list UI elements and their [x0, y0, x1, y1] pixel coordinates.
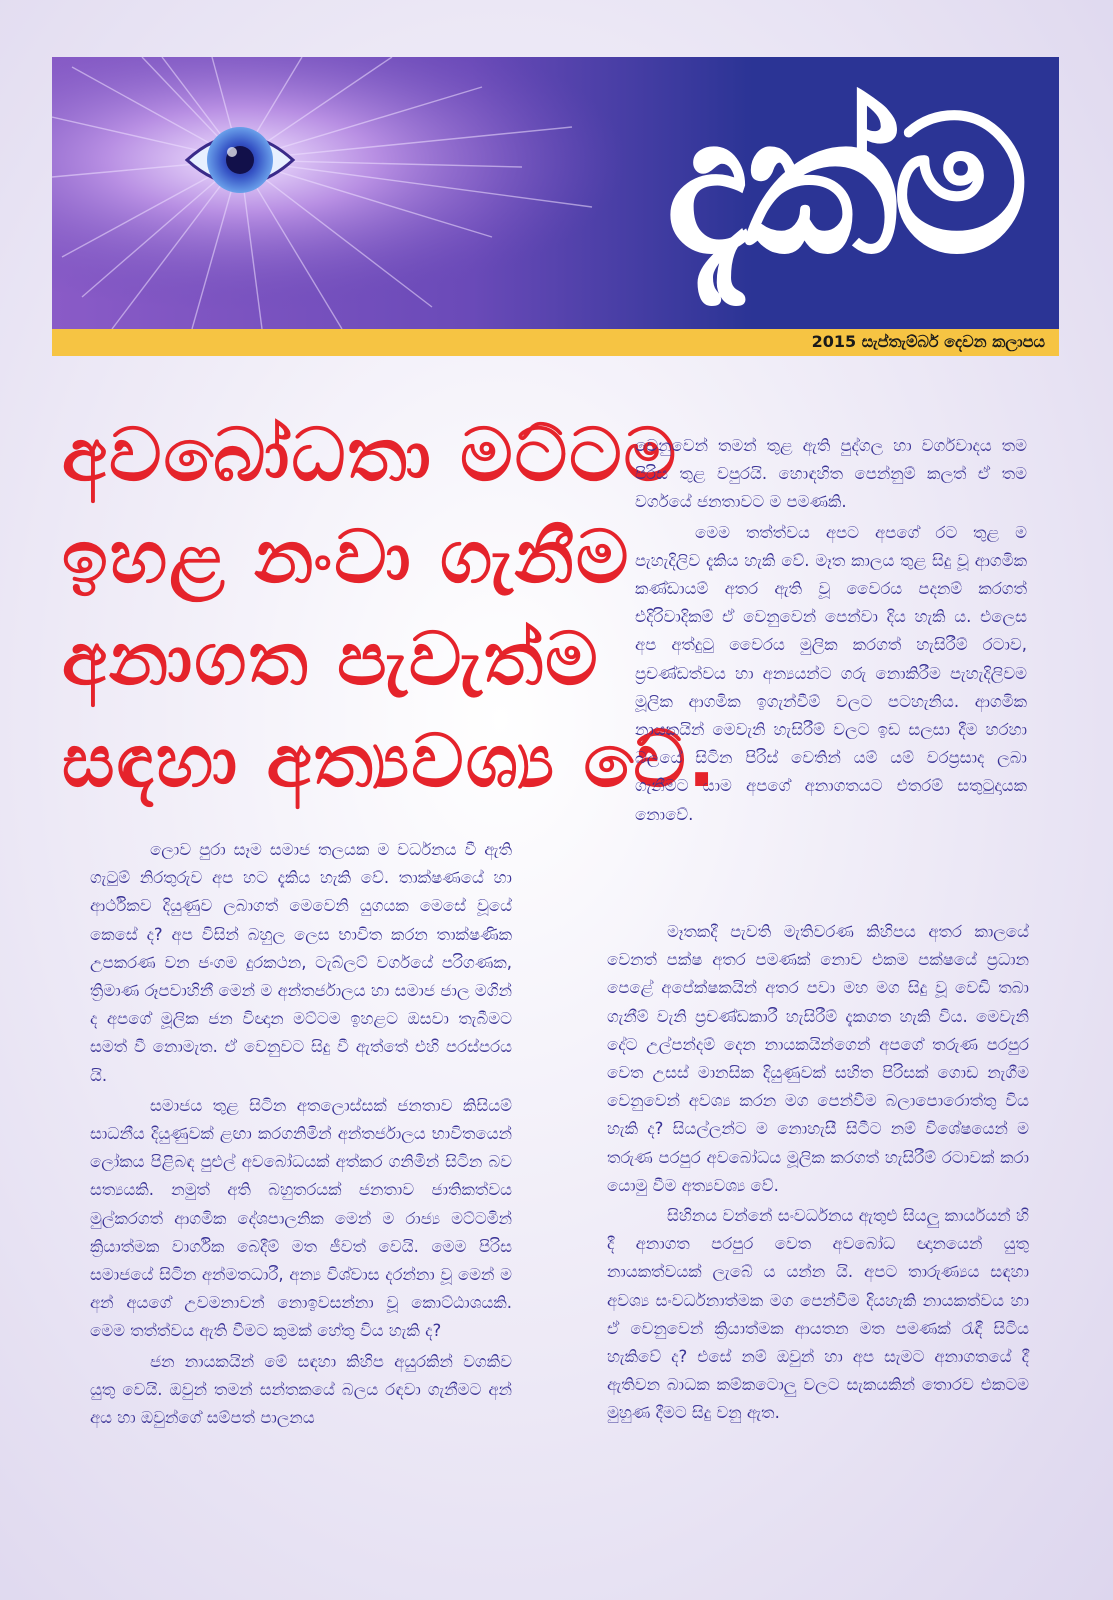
headline-line: සඳහා අත්‍යවශ්‍ය වේ. — [62, 719, 718, 804]
article-paragraph: ලොව පුරා සෑම සමාජ තලයක ම වර්ධනය වී ඇති ගැටුම් නිරතුරුව අප හට දැකිය හැකි වේ. තාක්ෂණයේ හා ආර්ථිකව දියුණුව ලබාගත් මෙවෙනි යුගයක මෙසේ වූයේ කෙසේ ද? අප විසින් බහුල ලෙස භාවිත කරන තාක්ෂණික උපකරණ වන ජංගම දුරකථන, ටැබ්ලට් වර්ගයේ පරිගණක, ත්‍රිමාණ රූපවාහිනී මෙන් ම අන්තර්ජාලය හා සමාජ ජාල මගින් ද අපගේ මූලික ජන විඥාන මට්ටම ඉහළට ඔසවා තැබීමට සමත් වී නොමැත. ඒ වෙනුවට සිදු වී ඇත්තේ එහි පරස්පරය යි. — [90, 840, 512, 1085]
article-paragraph: සමාජය තුළ සිටින අතලොස්සක් ජනතාව කිසියම් සාධනීය දියුණුවක් ළඟා කරගනිමින් අන්තර්ජාලය භාවිතයෙන් ලෝකය පිළිබඳ පුළුල් අවබෝධයක් අත්කර ගනිමින් සිටින බව සත්‍යයකි. නමුත් අති බහුතරයක් ජනතාව ජාතිකත්වය මුල්කරගත් ආගමික දේශපාලනික මෙන් ම රාජ්‍ය මට්ටමින් ක්‍රියාත්මක වාර්ගික බෙදීම් මත ජීවත් වෙයි. මෙම පිරිස සමාජයේ සිටින අන්මතධාරී, අන්‍ය විශ්වාස දරන්නා වූ මෙන් ම අන් අයගේ උවමනාවන් නොඉවසන්නා වූ කොට්ඨාශයකි. මෙම තත්ත්වය ඇති වීමට කුමක් හේතු විය හැකි ද? — [90, 1095, 512, 1341]
article-paragraph: ජන නායකයින් මේ සඳහා කිහිප අයුරකින් වගකිව යුතු වෙයි. ඔවුන් තමන් සන්තකයේ බලය රඳවා ගැනීමට අන් අය හා ඔවුන්ගේ සම්පත් පාලනය — [90, 1351, 512, 1428]
headline-line: අනාගත පැවැත්ම — [62, 617, 600, 702]
article-paragraph: මෙම තත්ත්වය අපට අපගේ රට තුළ ම පැහැදිලිව දැකිය හැකි වේ. මෑත කාලය තුළ සිදු වූ ආගමික කණ්ඩායම් අතර ඇති වූ වෛරය පදනම් කරගත් එදිරිවාදිකම් ඒ වෙනුවෙන් පෙන්වා දිය හැකි ය. එලෙස අප අත්දුටු වෛරය මුලික කරගත් හැසිරීම් රටාව, ප්‍රචණ්ඩත්වය හා අන්‍යයන්ට ගරු නොකිරීම පැහැදිලිවම මූලික ආගමික ඉගැන්වීම් වලට පටහැනිය. ආගමික නායකයින් මෙවැනි හැසිරීම් වලට ඉඩ සලසා දීම හරහා බලයේ සිටින පිරිස් වෙතින් යම් යම් වරප්‍රසාද ලබා ගැනීමට යාම අපගේ අනාගතයට එතරම් සතුටුදායක නොවේ. — [635, 522, 1027, 824]
article-paragraph: වෙනුවෙන් තමන් තුළ ඇති පුද්ගල හා වර්ගවාදය තම පිරිස තුළ වපුරයි. හොඳහිත පෙන්නුම් කලත් ඒ තම වර්ගයේ ජනතාවට ම පමණකි. — [635, 436, 1027, 512]
article-column-right — [607, 918, 1029, 1430]
masthead-title: දැක්ම — [665, 73, 1023, 296]
issue-bar — [52, 329, 1059, 356]
headline — [62, 405, 718, 813]
article-column-top-right — [635, 432, 1027, 831]
article-paragraph: මෑතකදී පැවති මැතිවරණ කිහිපය අතර කාලයේ වෙනත් පක්ෂ අතර පමණක් නොව එකම පක්ෂයේ ප්‍රධාන පෙළේ අපේක්ෂකයින් අතර පවා මහ මග සිදු වූ වෙඩි තබා ගැනීම් වැනි ප්‍රචණ්ඩකාරී හැසිරීම් දැකගත හැකි විය. මෙවැනි දේට උල්පන්දම් දෙන නායකයින්ගෙන් අපගේ තරුණ පරපුර වෙත උසස් මානසික දියුණුවක් සහිත පිරිසක් ගොඩ නැගීම වෙනුවෙන් අවශ්‍ය කරන මග පෙන්වීම බලාපොරොත්තු විය හැකි ද? සියල්ලන්ට ම නොහැසී සිටීට නම් විශේෂයෙන් ම තරුණ පරපුර අවබෝධය මූලික කරගත් හැසිරීම් රටාවක් කරා යොමු වීම අත්‍යවශ්‍ය වේ. — [607, 922, 1029, 1195]
article-column-left — [90, 836, 512, 1434]
masthead-banner — [52, 57, 1059, 329]
issue-label: 2015 සැප්තැම්බර් දෙවන කලාපය — [811, 332, 1045, 351]
headline-line: අවබෝධතා මට්ටම — [62, 413, 679, 498]
eye-illustration-icon — [52, 57, 752, 329]
headline-line: ඉහළ නංවා ගැනීම — [62, 515, 631, 600]
article-paragraph: සිහිනය වන්නේ සංවර්ධනය ඇතුළු සියලු කාර්යයන් හි දී අනාගත පරපුර වෙත අවබෝධ ඥානයෙන් යුතු නායකත්වයක් ලැබේ ය යන්න යි. අපට තාරුණ්‍යය සඳහා අවශ්‍ය සංවර්ධනාත්මක මග පෙන්වීම දියහැකි නායකත්වය හා ඒ වෙනුවෙන් ක්‍රියාත්මක ආයතන මත පමණක් රැඳී සිටිය හැකිවේ ද? එසේ නම් ඔවුන් හා අප සැමට අනාගතයේ දී ඇතිවන බාධක කම්කටොලු වලට සැකයකින් තොරව එකටම මුහුණ දීමට සිදු වනු ඇත. — [607, 1206, 1029, 1423]
